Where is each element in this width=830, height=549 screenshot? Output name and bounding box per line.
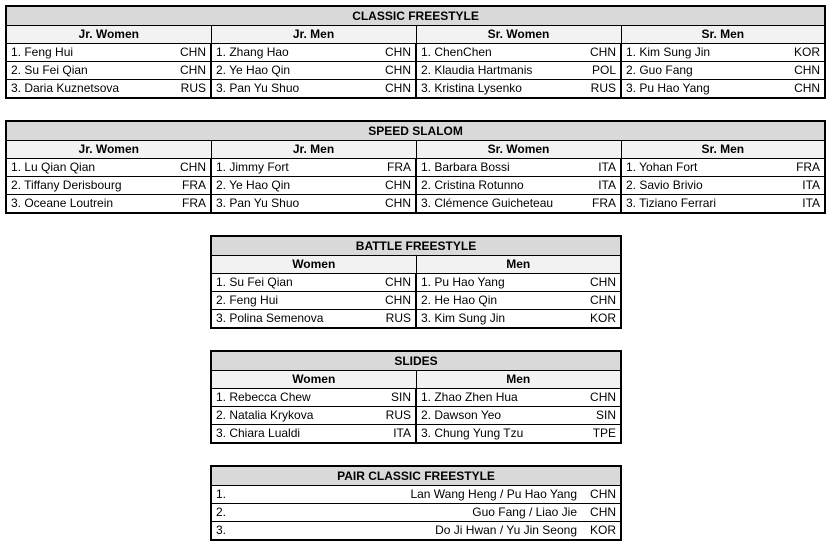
athlete-name: 3. Pan Yu Shuo — [211, 195, 376, 214]
country-code: CHN — [376, 62, 416, 80]
country-code: FRA — [171, 195, 211, 214]
country-code: SIN — [376, 389, 416, 407]
classic-freestyle-table — [5, 5, 826, 99]
athlete-name: 3. Chiara Lualdi — [211, 425, 376, 444]
battle-freestyle-table — [210, 235, 622, 329]
athlete-name: 2. Tiffany Derisbourg — [6, 177, 171, 195]
pair-names: Lan Wang Heng / Pu Hao Yang — [251, 486, 581, 504]
athlete-name: 2. Ye Hao Qin — [211, 177, 376, 195]
country-code: ITA — [376, 425, 416, 444]
athlete-name: 3. Pan Yu Shuo — [211, 80, 376, 99]
country-code: CHN — [581, 292, 621, 310]
country-code: CHN — [376, 44, 416, 62]
athlete-name: 1. Jimmy Fort — [211, 159, 376, 177]
battle-freestyle-title: BATTLE FREESTYLE — [211, 236, 621, 256]
country-code: CHN — [171, 62, 211, 80]
table-row — [211, 407, 621, 425]
athlete-name: 2. Klaudia Hartmanis — [416, 62, 581, 80]
rank: 1. — [211, 486, 251, 504]
category-header: Jr. Men — [211, 141, 416, 159]
athlete-name: 1. Zhang Hao — [211, 44, 376, 62]
table-row — [211, 504, 621, 522]
country-code: ITA — [581, 177, 621, 195]
category-header: Men — [416, 371, 621, 389]
country-code: FRA — [581, 195, 621, 214]
athlete-name: 2. Dawson Yeo — [416, 407, 581, 425]
country-code: FRA — [376, 159, 416, 177]
country-code: CHN — [786, 62, 825, 80]
pair-classic-freestyle-table — [210, 465, 622, 541]
athlete-name: 3. Tiziano Ferrari — [621, 195, 786, 214]
country-code: CHN — [171, 159, 211, 177]
slides-title: SLIDES — [211, 351, 621, 371]
category-header: Women — [211, 256, 416, 274]
table-row — [6, 62, 825, 80]
category-header: Jr. Women — [6, 141, 211, 159]
country-code: FRA — [171, 177, 211, 195]
athlete-name: 3. Daria Kuznetsova — [6, 80, 171, 99]
category-header: Jr. Men — [211, 26, 416, 44]
category-header: Men — [416, 256, 621, 274]
athlete-name: 2. Savio Brivio — [621, 177, 786, 195]
country-code: CHN — [171, 44, 211, 62]
rank: 2. — [211, 504, 251, 522]
category-header: Women — [211, 371, 416, 389]
table-row — [6, 177, 825, 195]
country-code: CHN — [376, 177, 416, 195]
country-code: POL — [581, 62, 621, 80]
athlete-name: 1. Barbara Bossi — [416, 159, 581, 177]
country-code: RUS — [376, 407, 416, 425]
athlete-name: 2. Su Fei Qian — [6, 62, 171, 80]
category-header: Sr. Women — [416, 26, 621, 44]
athlete-name: 1. Lu Qian Qian — [6, 159, 171, 177]
country-code: RUS — [581, 80, 621, 99]
country-code: CHN — [581, 44, 621, 62]
athlete-name: 3. Polina Semenova — [211, 310, 376, 329]
table-row — [211, 486, 621, 504]
country-code: CHN — [786, 80, 825, 99]
pair-classic-freestyle-title: PAIR CLASSIC FREESTYLE — [211, 466, 621, 486]
athlete-name: 1. ChenChen — [416, 44, 581, 62]
slides-table — [210, 350, 622, 444]
country-code: KOR — [581, 310, 621, 329]
athlete-name: 2. Cristina Rotunno — [416, 177, 581, 195]
category-header: Sr. Women — [416, 141, 621, 159]
speed-slalom-table — [5, 120, 826, 214]
country-code: ITA — [581, 159, 621, 177]
table-row — [6, 80, 825, 99]
country-code: KOR — [581, 522, 621, 541]
category-header: Sr. Men — [621, 26, 825, 44]
country-code: CHN — [376, 80, 416, 99]
athlete-name: 2. Ye Hao Qin — [211, 62, 376, 80]
athlete-name: 1. Su Fei Qian — [211, 274, 376, 292]
table-row — [211, 389, 621, 407]
country-code: RUS — [376, 310, 416, 329]
country-code: ITA — [786, 195, 825, 214]
athlete-name: 2. Natalia Krykova — [211, 407, 376, 425]
table-row — [211, 292, 621, 310]
country-code: FRA — [786, 159, 825, 177]
table-row — [6, 195, 825, 214]
table-row — [211, 310, 621, 329]
table-row — [211, 425, 621, 444]
athlete-name: 1. Rebecca Chew — [211, 389, 376, 407]
country-code: CHN — [581, 486, 621, 504]
country-code: CHN — [376, 274, 416, 292]
rank: 3. — [211, 522, 251, 541]
athlete-name: 2. Guo Fang — [621, 62, 786, 80]
table-row — [211, 274, 621, 292]
athlete-name: 3. Chung Yung Tzu — [416, 425, 581, 444]
table-row — [6, 159, 825, 177]
pair-names: Guo Fang / Liao Jie — [251, 504, 581, 522]
table-row — [211, 522, 621, 541]
country-code: CHN — [376, 292, 416, 310]
category-header: Sr. Men — [621, 141, 825, 159]
athlete-name: 3. Pu Hao Yang — [621, 80, 786, 99]
table-row — [6, 44, 825, 62]
country-code: CHN — [376, 195, 416, 214]
country-code: ITA — [786, 177, 825, 195]
country-code: KOR — [786, 44, 825, 62]
athlete-name: 3. Kim Sung Jin — [416, 310, 581, 329]
athlete-name: 2. Feng Hui — [211, 292, 376, 310]
speed-slalom-title: SPEED SLALOM — [6, 121, 825, 141]
classic-freestyle-title: CLASSIC FREESTYLE — [6, 6, 825, 26]
athlete-name: 1. Yohan Fort — [621, 159, 786, 177]
pair-names: Do Ji Hwan / Yu Jin Seong — [251, 522, 581, 541]
country-code: CHN — [581, 274, 621, 292]
athlete-name: 2. He Hao Qin — [416, 292, 581, 310]
country-code: RUS — [171, 80, 211, 99]
country-code: SIN — [581, 407, 621, 425]
athlete-name: 1. Feng Hui — [6, 44, 171, 62]
athlete-name: 3. Oceane Loutrein — [6, 195, 171, 214]
country-code: CHN — [581, 389, 621, 407]
athlete-name: 3. Kristina Lysenko — [416, 80, 581, 99]
country-code: TPE — [581, 425, 621, 444]
country-code: CHN — [581, 504, 621, 522]
category-header: Jr. Women — [6, 26, 211, 44]
athlete-name: 1. Zhao Zhen Hua — [416, 389, 581, 407]
athlete-name: 1. Kim Sung Jin — [621, 44, 786, 62]
athlete-name: 1. Pu Hao Yang — [416, 274, 581, 292]
athlete-name: 3. Clémence Guicheteau — [416, 195, 581, 214]
